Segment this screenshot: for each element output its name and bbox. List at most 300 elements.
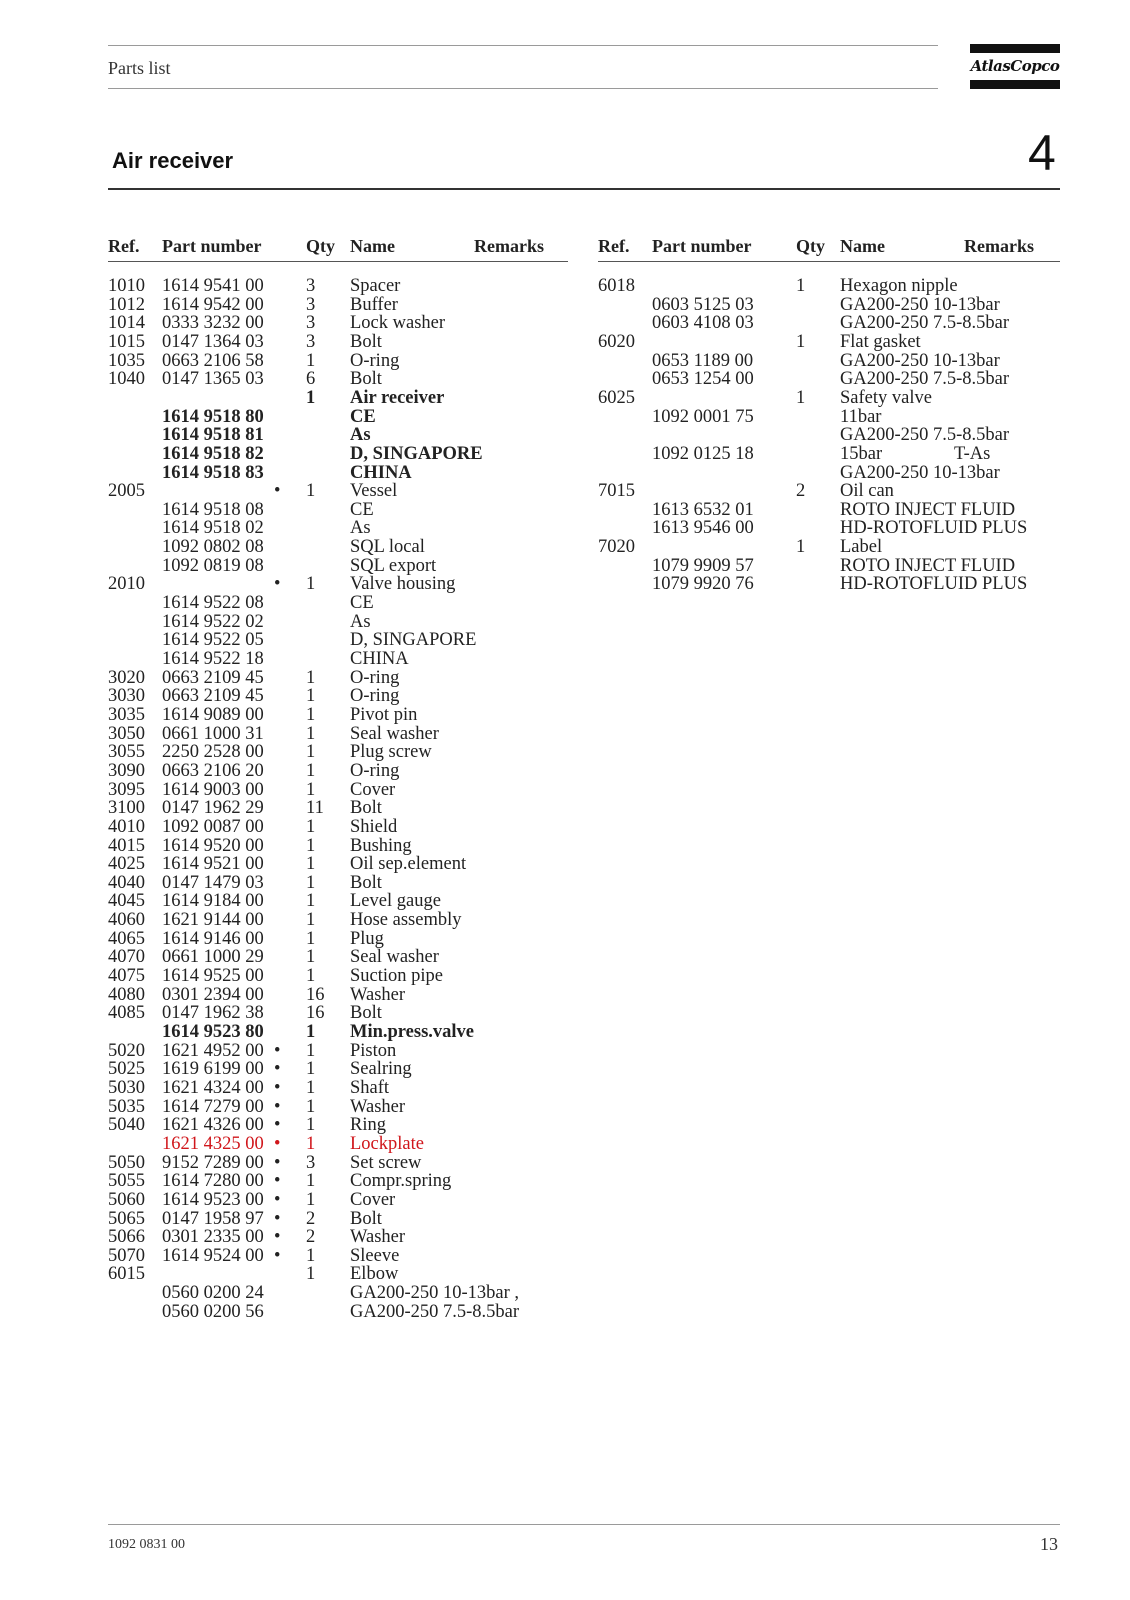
cell-ref: 1014 [108,313,145,334]
table-row [108,1004,568,1023]
cell-bullet: • [274,1115,281,1136]
section-number: 4 [1028,125,1056,181]
right-header-rule [598,261,1060,262]
cell-part: 0147 1365 03 [162,369,264,390]
cell-part: 2250 2528 00 [162,742,264,763]
cell-part: 1614 9518 80 [162,406,264,427]
cell-ref: 4015 [108,835,145,856]
cell-name: CE [350,499,374,520]
atlas-copco-logo [970,44,1060,90]
cell-name: CHINA [350,649,409,669]
table-row [598,445,1058,464]
cell-ref: 1040 [108,369,145,390]
left-header-qty: Qty [306,236,335,256]
table-row [598,314,1058,333]
cell-part: 0663 2109 45 [162,686,264,707]
cell-part: 1614 9541 00 [162,276,264,296]
table-row [108,892,568,911]
cell-part: 1614 7279 00 [162,1096,264,1117]
table-row [108,352,568,371]
left-header-remarks: Remarks [474,236,544,256]
cell-part: 1092 0001 75 [652,406,754,427]
cell-ref: 6015 [108,1264,145,1285]
left-header-ref: Ref. [108,236,140,256]
cell-ref: 6018 [598,276,635,296]
cell-name: Ring [350,1115,386,1136]
cell-name: GA200-250 10-13bar [840,294,1000,315]
cell-part: 0147 1479 03 [162,872,264,893]
cell-qty: 1 [796,387,806,408]
cell-name: Buffer [350,294,398,315]
cell-name: Washer [350,1227,406,1248]
cell-name: Level gauge [350,891,441,912]
cell-qty: 1 [306,872,316,893]
cell-qty: 1 [306,1040,316,1061]
table-row [108,948,568,967]
cell-part: 0661 1000 29 [162,947,264,968]
table-row [108,855,568,874]
cell-bullet: • [274,481,281,502]
left-header-rule [108,261,568,262]
cell-name: Bushing [350,835,412,856]
cell-ref: 5025 [108,1059,145,1080]
section-title: Air receiver [112,148,234,173]
cell-name: Piston [350,1040,397,1061]
cell-part: 0147 1962 29 [162,798,264,819]
cell-ref: 5066 [108,1227,145,1248]
cell-ref: 6020 [598,331,635,352]
table-row [108,426,568,445]
cell-name: GA200-250 7.5-8.5bar [840,313,1010,334]
cell-ref: 5040 [108,1115,145,1136]
header-top-rule [108,45,938,46]
left-header-name: Name [350,236,395,256]
table-row [108,501,568,520]
cell-qty: 1 [306,704,316,725]
cell-name: Bolt [350,1003,382,1024]
cell-name: Hose assembly [350,910,462,931]
cell-name: Plug screw [350,742,432,763]
cell-part: 0147 1962 38 [162,1003,264,1024]
cell-ref: 5055 [108,1171,145,1192]
cell-bullet: • [274,1189,281,1210]
page-number: 13 [1040,1534,1058,1554]
cell-qty: 1 [306,816,316,837]
table-row [108,1303,568,1322]
table-row [108,967,568,986]
cell-bullet: • [274,1245,281,1266]
table-row [108,1042,568,1061]
cell-name: O-ring [350,686,400,707]
cell-name: Bolt [350,872,382,893]
cell-qty: 16 [306,984,325,1005]
table-row [598,370,1058,389]
cell-part: 0653 1254 00 [652,369,754,390]
cell-part: 0147 1364 03 [162,331,264,352]
cell-part: 1621 4325 00 [162,1133,264,1154]
cell-part: 1092 0087 00 [162,816,264,837]
cell-qty: 1 [306,966,316,987]
cell-part: 1614 9089 00 [162,704,264,725]
cell-part: 1614 9146 00 [162,928,264,949]
cell-name: Spacer [350,276,401,296]
cell-qty: 3 [306,276,316,296]
table-row [108,557,568,576]
cell-name: Cover [350,1189,396,1210]
cell-qty: 3 [306,1152,316,1173]
cell-qty: 1 [306,481,316,502]
cell-part: 1614 9518 81 [162,425,264,446]
cell-name: Seal washer [350,723,439,744]
cell-part: 1614 9518 08 [162,499,264,520]
cell-name: Elbow [350,1264,399,1285]
cell-part: 0603 4108 03 [652,313,754,334]
cell-part: 1614 9523 00 [162,1189,264,1210]
cell-part: 0301 2335 00 [162,1227,264,1248]
cell-qty: 1 [306,1189,316,1210]
cell-ref: 3095 [108,779,145,800]
cell-ref: 1010 [108,276,145,296]
cell-qty: 1 [306,387,316,408]
table-row [108,1135,568,1154]
cell-name: CHINA [350,462,412,483]
cell-name: Seal washer [350,947,439,968]
cell-name: Washer [350,1096,406,1117]
cell-name: Safety valve [840,387,932,408]
cell-ref: 4075 [108,966,145,987]
cell-bullet: • [274,574,281,595]
cell-name: GA200-250 10-13bar [840,350,1000,371]
cell-name: Oil can [840,481,894,502]
cell-name: ROTO INJECT FLUID [840,499,1016,520]
cell-qty: 1 [796,537,806,558]
table-row [598,408,1058,427]
cell-ref: 4080 [108,984,145,1005]
cell-part: 0301 2394 00 [162,984,264,1005]
cell-name: HD-ROTOFLUID PLUS [840,518,1028,539]
table-row [108,986,568,1005]
cell-name: Lock washer [350,313,446,334]
cell-qty: 1 [796,331,806,352]
right-header-remarks: Remarks [964,236,1034,256]
document-number: 1092 0831 00 [108,1537,185,1552]
cell-qty: 1 [306,742,316,763]
table-row [108,706,568,725]
cell-part: 1092 0125 18 [652,443,754,464]
cell-name: Label [840,537,883,558]
cell-qty: 1 [306,1264,316,1285]
table-row [108,389,568,408]
cell-ref: 1015 [108,331,145,352]
cell-part: 0147 1958 97 [162,1208,264,1229]
table-row [598,538,1058,557]
table-row [108,1079,568,1098]
cell-ref: 5065 [108,1208,145,1229]
cell-name: GA200-250 7.5-8.5bar [840,425,1010,446]
cell-part: 1621 9144 00 [162,910,264,931]
cell-qty: 3 [306,294,316,315]
table-row [598,575,1058,594]
cell-ref: 7020 [598,537,635,558]
cell-qty: 6 [306,369,316,390]
cell-bullet: • [274,1040,281,1061]
cell-ref: 2005 [108,481,145,502]
table-row [108,874,568,893]
cell-qty: 1 [796,276,806,296]
table-row [108,1210,568,1229]
cell-part: 1621 4952 00 [162,1040,264,1061]
cell-name: Air receiver [350,387,445,408]
table-row [598,389,1058,408]
table-row [108,743,568,762]
cell-part: 1079 9920 76 [652,574,754,595]
table-row [108,1265,568,1284]
table-row [598,482,1058,501]
right-header-ref: Ref. [598,236,630,256]
header-bottom-rule [108,88,938,89]
table-row [108,725,568,744]
cell-bullet: • [274,1059,281,1080]
cell-name: GA200-250 10-13bar , [350,1283,520,1304]
table-row [108,650,568,669]
table-row [108,370,568,389]
cell-ref: 4085 [108,1003,145,1024]
cell-ref: 6025 [598,387,635,408]
cell-name: GA200-250 10-13bar [840,462,1000,483]
cell-part: 1621 4326 00 [162,1115,264,1136]
cell-qty: 1 [306,1245,316,1266]
cell-part: 1614 9518 82 [162,443,264,464]
cell-part: 1079 9909 57 [652,555,754,576]
cell-name: As [350,425,371,446]
table-row [108,464,568,483]
cell-qty: 1 [306,574,316,595]
logo-bottom-bar [970,80,1060,89]
table-row [108,799,568,818]
table-row [598,352,1058,371]
table-row [108,911,568,930]
table-row [598,501,1058,520]
cell-part: 1613 6532 01 [652,499,754,520]
cell-qty: 1 [306,779,316,800]
cell-part: 0560 0200 56 [162,1301,264,1322]
cell-name: O-ring [350,350,400,371]
cell-part: 1614 9525 00 [162,966,264,987]
cell-part: 9152 7289 00 [162,1152,264,1173]
cell-bullet: • [274,1227,281,1248]
table-row [108,781,568,800]
table-row [108,594,568,613]
cell-ref: 1035 [108,350,145,371]
table-row [108,631,568,650]
cell-name: HD-ROTOFLUID PLUS [840,574,1028,595]
cell-qty: 1 [306,947,316,968]
cell-name: Sealring [350,1059,412,1080]
cell-part: 1614 9522 05 [162,630,264,651]
table-row [108,1023,568,1042]
cell-qty: 1 [306,910,316,931]
table-row [108,837,568,856]
cell-part: 1614 9184 00 [162,891,264,912]
cell-name: Pivot pin [350,704,418,725]
cell-qty: 2 [306,1208,316,1229]
cell-part: 1614 9518 02 [162,518,264,539]
cell-ref: 3030 [108,686,145,707]
cell-name: O-ring [350,667,400,688]
table-row [108,613,568,632]
cell-part: 0560 0200 24 [162,1283,264,1304]
cell-qty: 1 [306,928,316,949]
cell-part: 1614 9521 00 [162,854,264,875]
table-row [598,557,1058,576]
cell-qty: 1 [306,723,316,744]
cell-qty: 1 [306,835,316,856]
cell-name: Bolt [350,369,382,390]
cell-ref: 3055 [108,742,145,763]
table-row [598,519,1058,538]
table-row [108,930,568,949]
cell-bullet: • [274,1133,281,1154]
cell-ref: 5030 [108,1077,145,1098]
cell-qty: 1 [306,667,316,688]
cell-bullet: • [274,1077,281,1098]
cell-ref: 5035 [108,1096,145,1117]
cell-name: Bolt [350,1208,382,1229]
cell-qty: 1 [306,760,316,781]
cell-name: Lockplate [350,1133,424,1154]
cell-qty: 11 [306,798,324,819]
cell-part: 1621 4324 00 [162,1077,264,1098]
cell-name: CE [350,406,376,427]
cell-ref: 3050 [108,723,145,744]
cell-ref: 5020 [108,1040,145,1061]
cell-part: 0663 2106 20 [162,760,264,781]
cell-qty: 1 [306,1115,316,1136]
cell-ref: 4045 [108,891,145,912]
table-row [108,1154,568,1173]
cell-part: 0333 3232 00 [162,313,264,334]
cell-name: Washer [350,984,406,1005]
cell-name: GA200-250 7.5-8.5bar [350,1301,520,1322]
cell-part: 0653 1189 00 [652,350,754,371]
cell-qty: 3 [306,313,316,334]
cell-part: 1614 9003 00 [162,779,264,800]
table-row [598,333,1058,352]
table-row [108,1284,568,1303]
cell-name: GA200-250 7.5-8.5bar [840,369,1010,390]
table-row [598,296,1058,315]
cell-part: 0661 1000 31 [162,723,264,744]
cell-qty: 1 [306,854,316,875]
cell-ref: 3090 [108,760,145,781]
table-row [108,1247,568,1266]
header-label: Parts list [108,58,171,78]
table-row [108,1098,568,1117]
table-row [108,296,568,315]
table-row [108,1116,568,1135]
logo-text: AtlasCopco [970,57,1060,75]
table-row [108,669,568,688]
cell-name: Bolt [350,798,382,819]
cell-qty: 1 [306,1059,316,1080]
cell-name: D, SINGAPORE [350,630,477,651]
cell-name: Oil sep.element [350,854,467,875]
cell-qty: 16 [306,1003,325,1024]
table-row [108,408,568,427]
cell-bullet: • [274,1096,281,1117]
cell-qty: 1 [306,1133,316,1154]
cell-name: As [350,518,371,539]
left-header-part: Part number [162,236,262,256]
cell-name: Plug [350,928,384,949]
table-row [108,333,568,352]
cell-ref: 4065 [108,928,145,949]
section-rule [108,188,1060,190]
cell-part: 1613 9546 00 [652,518,754,539]
cell-name: Shield [350,816,398,837]
cell-ref: 4070 [108,947,145,968]
cell-part: 1614 9523 80 [162,1022,264,1042]
cell-name: ROTO INJECT FLUID [840,555,1016,576]
cell-ref: 1012 [108,294,145,315]
cell-name: Suction pipe [350,966,444,987]
cell-name: CE [350,593,374,614]
cell-ref: 4060 [108,910,145,931]
cell-part: 1614 9522 18 [162,649,264,669]
cell-ref: 5070 [108,1245,145,1266]
table-row [108,762,568,781]
cell-part: 1614 9518 83 [162,462,264,483]
cell-ref: 3100 [108,798,145,819]
cell-qty: 1 [306,350,316,371]
cell-part: 0663 2109 45 [162,667,264,688]
cell-name: Sleeve [350,1245,400,1266]
cell-part: 1614 9520 00 [162,835,264,856]
table-row [108,314,568,333]
cell-name: Valve housing [350,574,456,595]
cell-ref: 5060 [108,1189,145,1210]
table-row [108,482,568,501]
table-row [108,1191,568,1210]
cell-part: 1614 9522 02 [162,611,264,632]
cell-part: 1092 0819 08 [162,555,264,576]
cell-name: 11bar [840,406,882,427]
cell-qty: 1 [306,1096,316,1117]
cell-qty: 1 [306,1022,316,1042]
cell-part: 0603 5125 03 [652,294,754,315]
cell-part: 1619 6199 00 [162,1059,264,1080]
footer-rule [108,1524,1060,1525]
cell-name: SQL export [350,555,437,576]
cell-bullet: • [274,1171,281,1192]
cell-qty: 2 [306,1227,316,1248]
table-row [108,519,568,538]
cell-ref: 2010 [108,574,145,595]
cell-bullet: • [274,1152,281,1173]
right-header-qty: Qty [796,236,825,256]
table-row [108,687,568,706]
cell-part: 1614 9542 00 [162,294,264,315]
cell-qty: 1 [306,1171,316,1192]
right-header-name: Name [840,236,885,256]
cell-qty: 2 [796,481,806,502]
cell-part: 1614 9522 08 [162,593,264,614]
table-row [108,445,568,464]
table-row [108,1228,568,1247]
table-row [108,1172,568,1191]
cell-ref: 5050 [108,1152,145,1173]
cell-bullet: • [274,1208,281,1229]
